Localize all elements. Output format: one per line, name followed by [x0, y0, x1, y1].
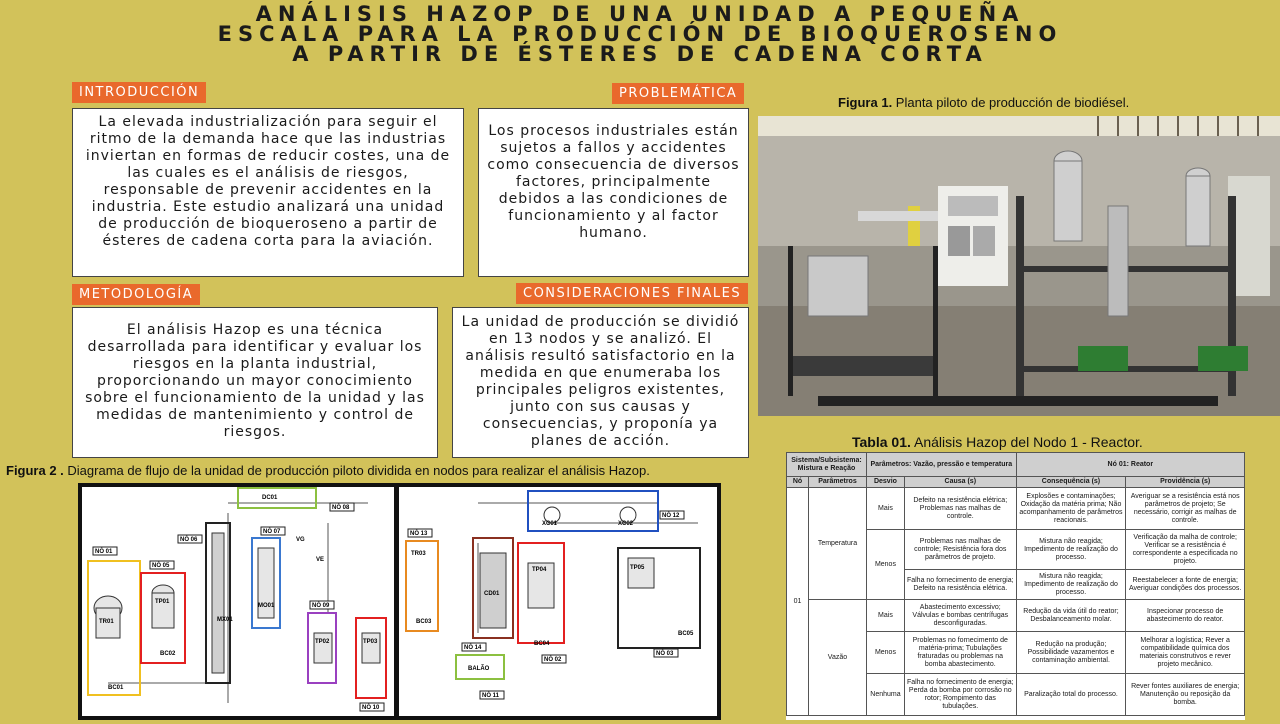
- consideraciones-text: La unidad de producción se dividió en 13 nodos y se analizó. El análisis resultó satisfactorio en la medida en que enumeraba los principales peligros existentes, junto con sus causas y consecuencias, y proponía ya planes de acción.: [461, 314, 740, 449]
- metodologia-label: METODOLOGÍA: [72, 284, 200, 305]
- th-col-providencia: Providência (s): [1126, 477, 1245, 488]
- poster-title: [0, 4, 1280, 64]
- label-n07: NÓ 07: [263, 529, 281, 535]
- label-n01: NÓ 01: [95, 549, 113, 555]
- label-bc01: BC01: [108, 685, 124, 691]
- problematica-text: Los procesos industriales están sujetos a fallos y accidentes como consecuencia de diversos factores, principalmente debidos a las condiciones de funcionamiento y al factor humano.: [487, 123, 740, 241]
- title-line-2: ESCALA PARA LA PRODUCCIÓN DE BIOQUEROSENO: [217, 22, 1063, 46]
- hazop-table: [786, 452, 1245, 720]
- cell-consequencia: Redução da vida útil do reator; Desbalanceamento molar.: [1016, 600, 1126, 632]
- label-n08: NÓ 08: [332, 505, 350, 511]
- consideraciones-box: [452, 307, 749, 458]
- th-no: Nó 01: Reator: [1016, 453, 1244, 477]
- process-flow-diagram: [78, 483, 721, 720]
- cell-consequencia: Paralização total do processo.: [1016, 674, 1126, 716]
- cell-param-vazao: Vazão: [808, 600, 866, 716]
- label-dc01: DC01: [262, 495, 278, 501]
- cell-consequencia: Explosões e contaminações; Oxidação da matéria prima; Não acompanhamento de parâmetros reacionais.: [1016, 488, 1126, 530]
- label-tr01: TR01: [99, 619, 114, 625]
- table-row: [787, 488, 1245, 530]
- cell-causa: Problemas nas malhas de controle; Resistência fora dos parâmetros de projeto.: [904, 530, 1016, 570]
- cell-desvio: Mais: [866, 600, 904, 632]
- label-bc03: BC03: [416, 619, 432, 625]
- introduccion-text: La elevada industrialización para seguir el ritmo de la demanda hace que las industrias inviertan en formas de reducir costes, una de las cuales es el análisis de riesgos, responsable de prevenir accidentes en la industria. Este estudio analizará una unidad de producción de bioqueroseno a partir de ésteres de cadena corta para la aviación.: [85, 114, 451, 249]
- cell-providencia: Melhorar a logística; Rever a compatibilidade química dos materiais construtivos e rever projeto mecânico.: [1126, 632, 1245, 674]
- label-xc01: XC01: [542, 521, 558, 527]
- cell-desvio: Menos: [866, 530, 904, 600]
- cell-desvio: Menos: [866, 632, 904, 674]
- label-tp01: TP01: [155, 599, 170, 605]
- th-col-desvio: Desvio: [866, 477, 904, 488]
- label-xc02: XC02: [618, 521, 634, 527]
- plant-photo: [758, 116, 1280, 416]
- label-ve: VE: [316, 557, 325, 563]
- label-tp05: TP05: [630, 565, 645, 571]
- cell-providencia: Reestabelecer a fonte de energia; Averiguar condições dos processos.: [1126, 570, 1245, 600]
- cell-node: 01: [787, 488, 809, 716]
- label-n13: NÓ 13: [410, 531, 428, 537]
- cell-consequencia: Mistura não reagida; Impedimento de realização do processo.: [1016, 570, 1126, 600]
- label-n09: NÓ 09: [312, 603, 330, 609]
- th-sistema: Sistema/Subsistema: Mistura e Reação: [787, 453, 867, 477]
- cell-causa: Falha no fornecimento de energia; Perda da bomba por corrosão no rotor; Rompimento das tubulações.: [904, 674, 1016, 716]
- cell-causa: Defeito na resistência elétrica; Problemas nas malhas de controle.: [904, 488, 1016, 530]
- cell-consequencia: Mistura não reagida; Impedimento de realização do processo.: [1016, 530, 1126, 570]
- th-col-consequencia: Consequência (s): [1016, 477, 1126, 488]
- label-mx01: MX01: [217, 617, 233, 623]
- th-col-param: Parâmetros: [808, 477, 866, 488]
- cell-causa: Abastecimento excessivo; Válvulas e bombas centrífugas desconfiguradas.: [904, 600, 1016, 632]
- title-line-1: ANÁLISIS HAZOP DE UNA UNIDAD A PEQUEÑA: [255, 2, 1025, 26]
- introduccion-box: [72, 108, 464, 277]
- th-parametros: Parâmetros: Vazão, pressão e temperatura: [866, 453, 1016, 477]
- figura2-caption: Figura 2 . Diagrama de flujo de la unidad de producción piloto dividida en nodos para realizar el análisis Hazop.: [6, 463, 650, 478]
- cell-providencia: Averiguar se a resistência está nos parâmetros de projeto; Se necessário, corrigir as malhas de controle.: [1126, 488, 1245, 530]
- cell-providencia: Rever fontes auxiliares de energia; Manutenção ou reposição da bomba.: [1126, 674, 1245, 716]
- figura1-caption: Figura 1. Planta piloto de producción de biodiésel.: [838, 95, 1130, 110]
- label-tp04: TP04: [532, 567, 547, 573]
- label-n14: NÓ 14: [464, 645, 482, 651]
- label-bc02: BC02: [160, 651, 176, 657]
- label-tp02: TP02: [315, 639, 330, 645]
- label-n03: NÓ 03: [656, 651, 674, 657]
- cell-consequencia: Redução na produção; Possibilidade vazamentos e contaminação ambiental.: [1016, 632, 1126, 674]
- metodologia-box: [72, 307, 438, 458]
- label-cd01: CD01: [484, 591, 500, 597]
- cell-providencia: Verificação da malha de controle; Verificar se a resistência é correspondente a especificada no projeto.: [1126, 530, 1245, 570]
- label-bc05: BC05: [678, 631, 694, 637]
- label-n02: NÓ 02: [544, 657, 562, 663]
- label-n10: NÓ 10: [362, 705, 380, 711]
- cell-param-temperatura: Temperatura: [808, 488, 866, 600]
- label-mo01: MO01: [258, 603, 275, 609]
- title-line-3: A PARTIR DE ÉSTERES DE CADENA CORTA: [292, 42, 988, 66]
- cell-causa: Problemas no fornecimento de matéria-prima; Tubulações fraturadas ou problemas na bomba abastecimento.: [904, 632, 1016, 674]
- table-row: [787, 600, 1245, 632]
- label-n05: NÓ 05: [152, 563, 170, 569]
- th-col-causa: Causa (s): [904, 477, 1016, 488]
- label-tp03: TP03: [363, 639, 378, 645]
- introduccion-label: INTRODUCCIÓN: [72, 82, 206, 103]
- label-bc04: BC04: [534, 641, 550, 647]
- label-n06: NÓ 06: [180, 537, 198, 543]
- label-tr03: TR03: [411, 551, 426, 557]
- tabla1-caption: Tabla 01. Análisis Hazop del Nodo 1 - Reactor.: [852, 434, 1143, 450]
- consideraciones-label: CONSIDERACIONES FINALES: [516, 283, 748, 304]
- label-vg: VG: [296, 537, 305, 543]
- label-n11: NÓ 11: [482, 693, 500, 699]
- problematica-box: [478, 108, 749, 277]
- cell-desvio: Mais: [866, 488, 904, 530]
- label-n12: NÓ 12: [662, 513, 680, 519]
- cell-providencia: Inspecionar processo de abastecimento do reator.: [1126, 600, 1245, 632]
- problematica-label: PROBLEMÁTICA: [612, 83, 744, 104]
- metodologia-text: El análisis Hazop es una técnica desarrollada para identificar y evaluar los riesgos en la planta industrial, proporcionando un mayor conocimiento sobre el funcionamiento de la unidad y las medidas de mantenimiento y control de riesgos.: [85, 322, 425, 440]
- cell-causa: Falha no fornecimento de energia; Defeito na resistência elétrica.: [904, 570, 1016, 600]
- th-col-no: Nó: [787, 477, 809, 488]
- label-balao: BALÃO: [468, 666, 490, 672]
- cell-desvio: Nenhuma: [866, 674, 904, 716]
